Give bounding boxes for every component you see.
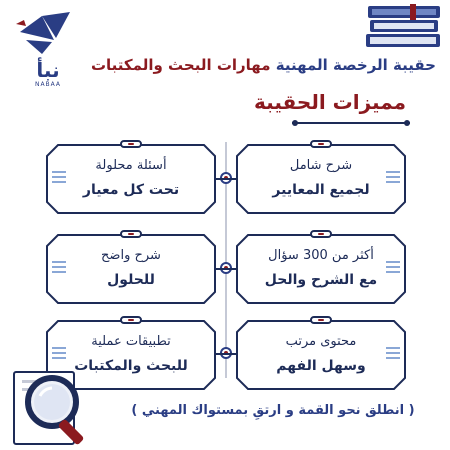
header-part-a: حقيبة الرخصة المهنية [275,56,436,74]
books-icon [366,4,442,50]
card-title: محتوى مرتب [285,334,357,349]
book-logo-icon [12,10,82,62]
feature-card [46,144,216,214]
card-tab [120,230,142,238]
title-underline [292,119,410,128]
card-tab [120,140,142,148]
feature-card [236,144,406,214]
card-lines-icon [386,168,400,188]
card-title: أكثر من 300 سؤال [268,248,374,263]
header-title [90,56,436,74]
card-tab [310,316,332,324]
card-title: شرح شامل [289,158,353,173]
card-title: شرح واضح [101,248,161,263]
card-lines-icon [386,258,400,278]
card-subtitle: تحت كل معيار [82,182,180,198]
header-part-b: مهارات البحث والمكتبات [90,56,271,74]
footer-slogan: ( انطلق نحو القمة و ارتقِ بمستواك المهني ) [131,403,415,418]
card-subtitle: وسهل الفهم [276,358,366,374]
card-subtitle: لجميع المعايير [272,182,370,198]
logo-subtitle: NABAA [34,81,62,88]
brand-logo [12,10,82,88]
card-tab [120,316,142,324]
card-lines-icon [386,344,400,364]
card-tab [310,140,332,148]
card-lines-icon [52,168,66,188]
logo-text: نبأ [36,58,60,82]
feature-card [236,234,406,304]
card-tab [310,230,332,238]
card-subtitle: مع الشرح والحل [264,272,378,288]
feature-card [46,234,216,304]
card-subtitle: للحلول [107,272,155,288]
feature-card [236,320,406,390]
magnifier-icon [8,352,104,448]
card-title: أسئلة محلولة [95,158,167,173]
card-subtitle: للبحث والمكتبات [74,358,188,374]
card-title: تطبيقات عملية [91,334,171,349]
card-lines-icon [52,258,66,278]
features-title: مميزات الحقيبة [254,90,406,114]
